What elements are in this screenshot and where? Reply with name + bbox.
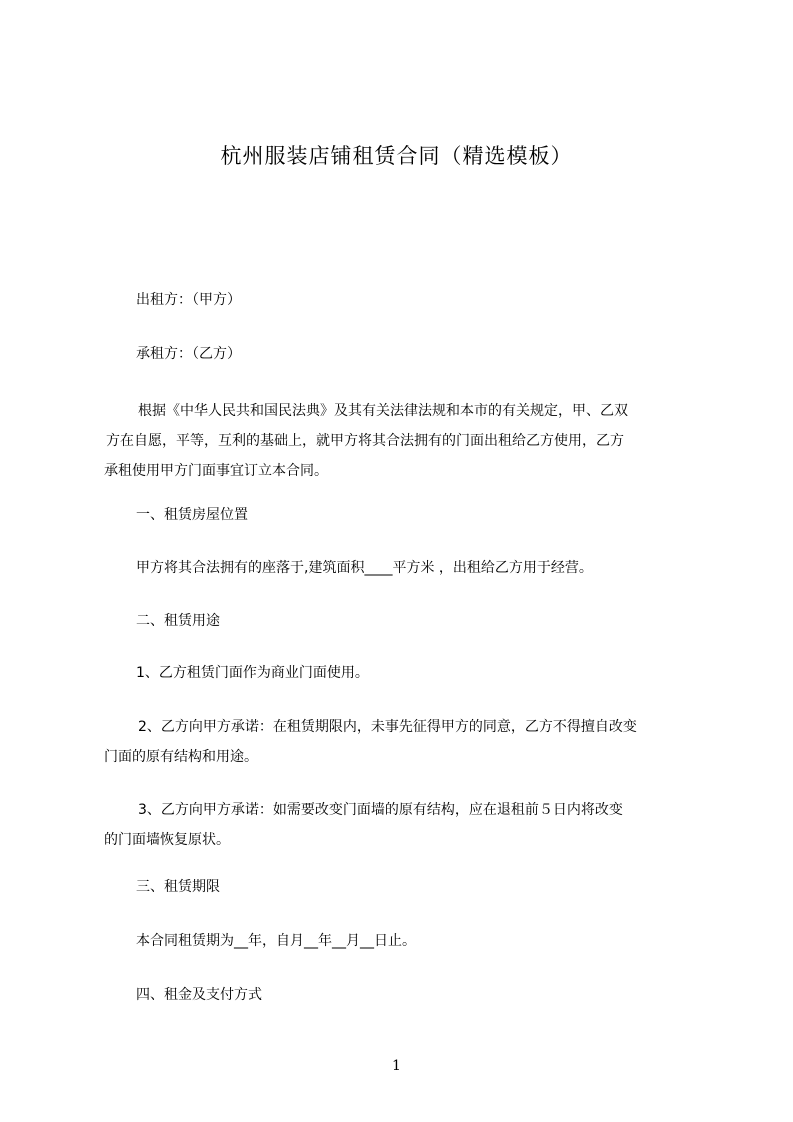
section-3-text: 本合同租赁期为__年，自月__年__月__日止。	[136, 933, 416, 949]
section-2-heading: 二、租赁用途	[136, 613, 220, 629]
lessee-line: 承租方：（乙方）	[136, 346, 241, 362]
preamble-paragraph	[104, 396, 714, 486]
section-2-item-2	[104, 712, 714, 772]
section-1-text: 甲方将其合法拥有的座落于,建筑面积____平方米 ，出租给乙方用于经营。	[136, 560, 593, 576]
item-line: 2、乙方向甲方承诺：在租赁期限内，未事先征得甲方的同意，乙方不得擅自改变	[138, 719, 637, 735]
page-title: 杭州服装店铺租赁合同（精选模板）	[220, 144, 573, 168]
section-4-heading: 四、租金及支付方式	[136, 987, 262, 1003]
section-2-item-1: 1、乙方租赁门面作为商业门面使用。	[136, 665, 369, 681]
section-2-item-3	[104, 795, 714, 855]
section-3-heading: 三、租赁期限	[136, 879, 220, 895]
section-1-heading: 一、租赁房屋位置	[136, 507, 248, 523]
preamble-line: 方在自愿，平等，互利的基础上，就甲方将其合法拥有的门面出租给乙方使用，乙方	[106, 433, 624, 449]
item-line: 3、乙方向甲方承诺：如需要改变门面墙的原有结构，应在退租前５日内将改变	[138, 802, 623, 818]
item-line: 门面的原有结构和用途。	[104, 749, 258, 765]
lessor-line: 出租方：（甲方）	[136, 292, 241, 308]
preamble-line: 根据《中华人民共和国民法典》及其有关法律法规和本市的有关规定，甲、乙双	[138, 403, 628, 419]
preamble-line: 承租使用甲方门面事宜订立本合同。	[104, 463, 328, 479]
page-number: 1	[392, 1058, 401, 1074]
item-line: 的门面墙恢复原状。	[104, 832, 230, 848]
